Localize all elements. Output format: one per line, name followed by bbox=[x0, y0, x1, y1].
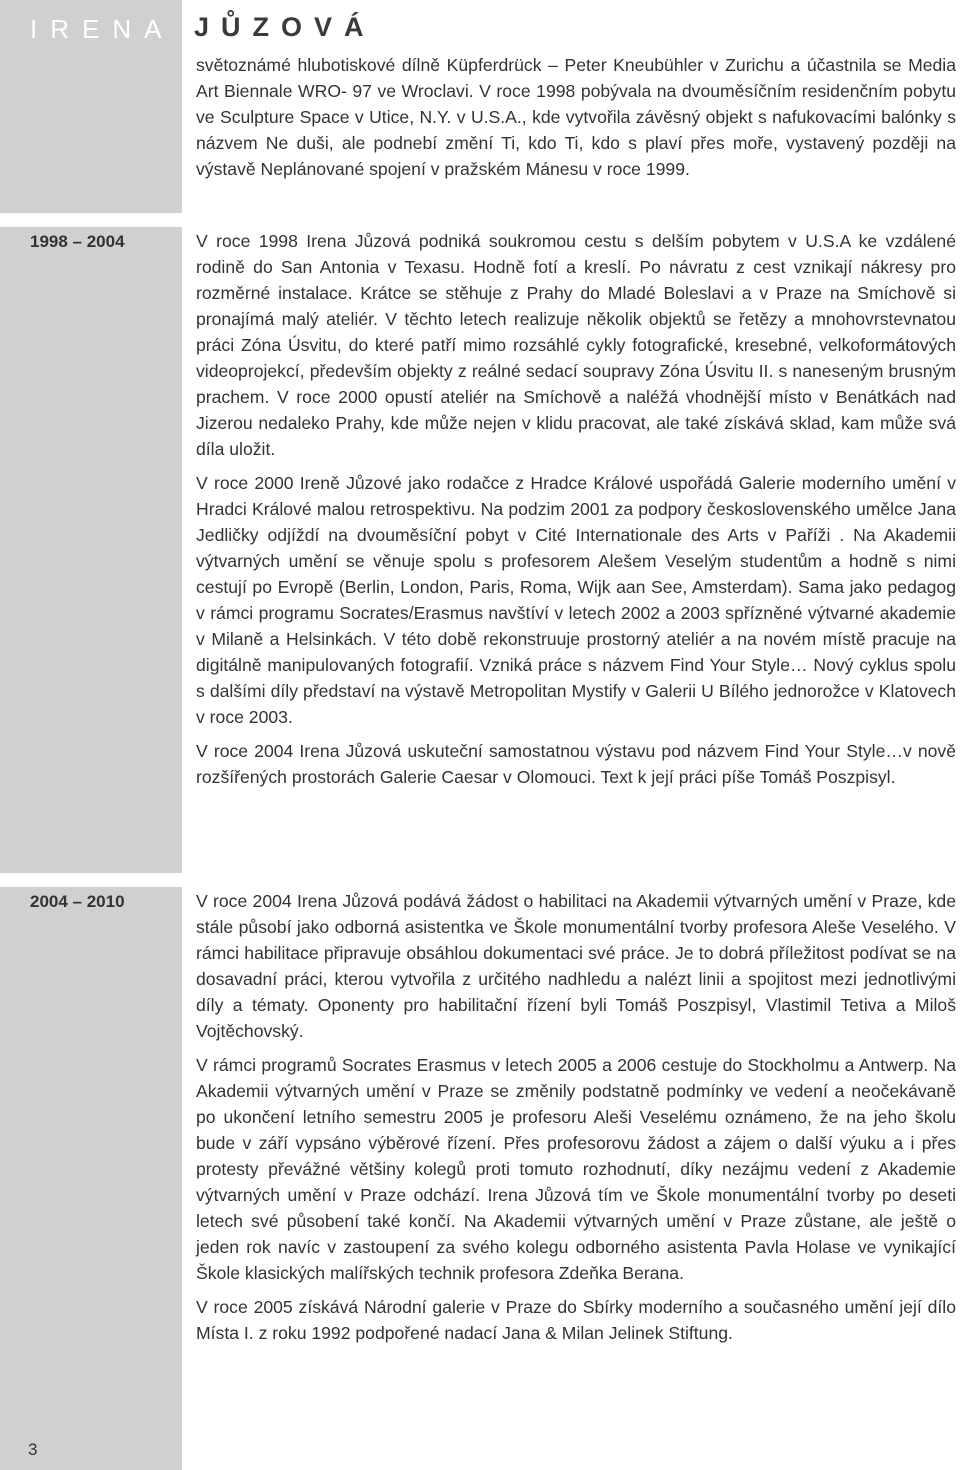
sidebar-divider bbox=[0, 213, 182, 227]
last-name: JŮZOVÁ bbox=[194, 12, 376, 42]
intro-text bbox=[196, 52, 956, 190]
section-text bbox=[196, 228, 956, 798]
paragraph: V rámci programů Socrates Erasmus v letech 2005 a 2006 cestuje do Stockholmu a Antwerp. Na Akademii výtvarných umění v Praze se změnily podstatně podmínky ve vedení a neočekávaně po ukončení letního semestru 2005 je profesoru Aleši Veselému oznámeno, že na jeho školu bude v září vypsáno výběrové řízení. Přes profesorovu žádost a zájem o další výuku a i přes protesty převážné většiny kolegů proti tomuto rozhodnutí, díky nezájmu vedení z Akademie výtvarných umění v Praze odchází. Irena Jůzová tím ve Škole monumentální tvorby po deseti letech své působení také končí. Na Akademii výtvarných umění v Praze zůstane, ale ještě o jeden rok navíc v zastoupení za svého kolegu odborného asistenta Pavla Holase ve vynikající Škole klasických malířských technik profesora Zdeňka Berana. bbox=[196, 1055, 956, 1283]
paragraph: světoznámé hlubotiskové dílně Küpferdrück – Peter Kneubühler v Zurichu a účastnila se Media Art Biennale WRO- 97 ve Wroclavi. V roce 1998 pobývala na dvouměsíčním residenčním pobytu ve Sculpture Space v Utice, N.Y. v U.S.A., kde vytvořila závěsný objekt s nafukovacími balónky s názvem Ne duši, ale podnebí změní Ti, kdo Ti, kdo s plaví přes moře, vystavený později na výstavě Neplánované spojení v pražském Mánesu v roce 1999. bbox=[196, 55, 956, 179]
section-text bbox=[196, 888, 956, 1354]
sidebar-divider bbox=[0, 873, 182, 887]
paragraph: V roce 2004 Irena Jůzová podává žádost o habilitaci na Akademii výtvarných umění v Praze, kde stále působí jako odborná asistentka ve Škole monumentální tvorby profesora Aleše Veselého. V rámci habilitace připravuje obsáhlou dokumentaci své práce. Je to dobrá příležitost podívat se na dosavadní práci, kterou vytvořila z určitého nadhledu a nalézt linii a spojitost mezi jednotlivými díly a tématy. Oponenty pro habilitační řízení byli Tomáš Poszpisyl, Vlastimil Tetiva a Miloš Vojtěchovský. bbox=[196, 891, 956, 1041]
paragraph: V roce 2004 Irena Jůzová uskuteční samostatnou výstavu pod názvem Find Your Style…v nově rozšířených prostorách Galerie Caesar v Olomouci. Text k její práci píše Tomáš Poszpisyl. bbox=[196, 741, 956, 787]
first-name: IRENA bbox=[30, 14, 175, 44]
paragraph: V roce 2005 získává Národní galerie v Praze do Sbírky moderního a současného umění její dílo Místa I. z roku 1992 podpořené nadací Jana & Milan Jelinek Stiftung. bbox=[196, 1297, 956, 1343]
paragraph: V roce 2000 Ireně Jůzové jako rodačce z Hradce Králové uspořádá Galerie moderního umění v Hradci Králové malou retrospektivu. Na podzim 2001 za podpory československého umělce Jana Jedličky odjíždí na dvouměsíční pobyt v Cité Internationale des Arts v Paříži . Na Akademii výtvarných umění se věnuje spolu s profesorem Alešem Veselým studentům a hodně s nimi cestují po Evropě (Berlin, London, Paris, Roma, Wijk aan See, Amsterdam). Sama jako pedagog v rámci programu Socrates/Erasmus navštíví v letech 2002 a 2003 spřízněné výtvarné akademie v Milaně a Helsinkách. V této době rekonstruuje prostorný ateliér a na novém místě pracuje na digitálně manipulovaných fotografií. Vzniká práce s názvem Find Your Style… Nový cyklus spolu s dalšími díly představí na výstavě Metropolitan Mystify v Galerii U Bílého jednorožce v Klatovech v roce 2003. bbox=[196, 473, 956, 727]
section-years: 2004 – 2010 bbox=[30, 892, 125, 911]
paragraph: V roce 1998 Irena Jůzová podniká soukromou cestu s delším pobytem v U.S.A ke vzdálené rodině do San Antonia v Texasu. Hodně fotí a kreslí. Po návratu z cest vznikají nákresy pro rozměrné instalace. Krátce se stěhuje z Prahy do Mladé Boleslavi a v Praze na Smíchově si pronajímá malý ateliér. V těchto letech realizuje několik objektů se řetězy a mnohovrstevnatou práci Zóna Úsvitu, do které patří mimo rozsáhlé cykly fotografické, kresebné, velkoformátových videoprojekcí, především objekty z reálné sedací soupravy Zóna Úsvitu II. s naneseným brusným prachem. V roce 2000 opustí ateliér na Smíchově a naléžá vhodnější místo v Benátkách nad Jizerou nedaleko Prahy, kde může nejen v klidu pracovat, ale také získává sklad, kam může svá díla uložit. bbox=[196, 231, 956, 459]
page-number: 3 bbox=[28, 1440, 38, 1459]
section-years: 1998 – 2004 bbox=[30, 232, 125, 251]
